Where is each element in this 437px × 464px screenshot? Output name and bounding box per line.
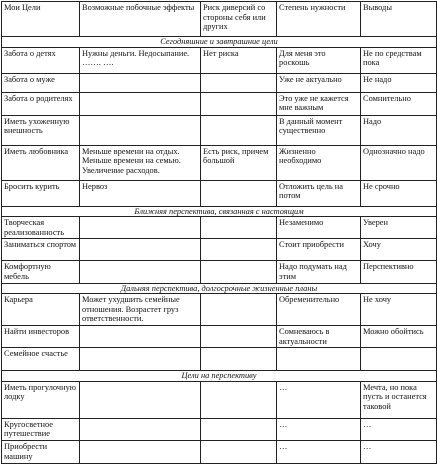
table-cell: Уверен bbox=[361, 217, 437, 239]
header-row bbox=[2, 2, 437, 37]
table-cell: Семейное счастье bbox=[2, 348, 80, 371]
table-row bbox=[2, 180, 437, 206]
table-row bbox=[2, 73, 437, 92]
table-cell: Нужны деньги. Недосыпание. ……. …. bbox=[80, 47, 201, 73]
table-row bbox=[2, 418, 437, 440]
table-cell: Однозначно надо bbox=[361, 145, 437, 180]
table-cell bbox=[80, 418, 201, 440]
table-cell bbox=[201, 115, 277, 145]
table-cell bbox=[201, 92, 277, 115]
table-cell: Иметь любовника bbox=[2, 145, 80, 180]
table-cell: Мечта, но пока пусть и останется таковой bbox=[361, 381, 437, 418]
table-cell: Сомнительно bbox=[361, 92, 437, 115]
header-cell-necessity: Степень нужности bbox=[277, 2, 361, 37]
table-cell bbox=[201, 294, 277, 326]
table-cell: Надо подумать над этим bbox=[277, 261, 361, 283]
table-cell: Не надо bbox=[361, 73, 437, 92]
section-row bbox=[2, 206, 437, 217]
table-cell: Комфортную мебель bbox=[2, 261, 80, 283]
table-cell: Нервоз bbox=[80, 180, 201, 206]
table-cell bbox=[80, 92, 201, 115]
table-cell: Не по средствам пока bbox=[361, 47, 437, 73]
table-cell: Меньше времени на отдых. Меньше времени на семью. Увеличение расходов. bbox=[80, 145, 201, 180]
table-row bbox=[2, 47, 437, 73]
table-cell: Иметь прогулочную лодку bbox=[2, 381, 80, 418]
table-cell: Не хочу bbox=[361, 294, 437, 326]
table-cell bbox=[80, 325, 201, 347]
header-cell-risk: Риск диверсий со стороны себя или других bbox=[201, 2, 277, 37]
table-cell bbox=[80, 239, 201, 261]
table-cell bbox=[201, 217, 277, 239]
table-cell: Уже не актуально bbox=[277, 73, 361, 92]
table-cell: Найти инвесторов bbox=[2, 325, 80, 347]
table-row bbox=[2, 348, 437, 371]
table-cell: Надо bbox=[361, 115, 437, 145]
table-cell: … bbox=[277, 418, 361, 440]
table-row bbox=[2, 381, 437, 418]
table-cell bbox=[80, 440, 201, 463]
table-row bbox=[2, 115, 437, 145]
table-row bbox=[2, 325, 437, 347]
table-cell: Творческая реализованность bbox=[2, 217, 80, 239]
table-cell bbox=[80, 73, 201, 92]
table-cell: Кругосветное путешествие bbox=[2, 418, 80, 440]
table-cell: Есть риск, причем большой bbox=[201, 145, 277, 180]
table-cell: Бросить курить bbox=[2, 180, 80, 206]
table-cell: … bbox=[277, 440, 361, 463]
table-cell: Это уже не кажется мне важным bbox=[277, 92, 361, 115]
table-cell: Жизненно необходимо bbox=[277, 145, 361, 180]
table-cell: Заниматься спортом bbox=[2, 239, 80, 261]
table-cell: Обременительно bbox=[277, 294, 361, 326]
table-cell: Карьера bbox=[2, 294, 80, 326]
table-cell bbox=[80, 217, 201, 239]
table-row bbox=[2, 261, 437, 283]
table-cell: Забота о родителях bbox=[2, 92, 80, 115]
table-cell bbox=[361, 348, 437, 371]
table-cell bbox=[201, 261, 277, 283]
table-cell bbox=[201, 440, 277, 463]
table-cell: Стоит приобрести bbox=[277, 239, 361, 261]
table-cell: Можно обойтись bbox=[361, 325, 437, 347]
table-cell: Незаменимо bbox=[277, 217, 361, 239]
table-cell bbox=[201, 348, 277, 371]
table-cell bbox=[201, 73, 277, 92]
table-cell: Может ухудшить семейные отношения. Возрастет груз ответственности. bbox=[80, 294, 201, 326]
header-cell-side-effects: Возможные побочные эффекты bbox=[80, 2, 201, 37]
section-title: Ближняя перспектива, связанная с настоящим bbox=[2, 206, 437, 217]
table-cell: Перспективно bbox=[361, 261, 437, 283]
table-cell bbox=[80, 348, 201, 371]
table-row bbox=[2, 217, 437, 239]
table-cell bbox=[277, 348, 361, 371]
table-row bbox=[2, 440, 437, 463]
table-cell: Забота о детях bbox=[2, 47, 80, 73]
table-cell: … bbox=[361, 440, 437, 463]
table-cell bbox=[201, 381, 277, 418]
table-cell: Приобрести машину bbox=[2, 440, 80, 463]
table-cell: Не срочно bbox=[361, 180, 437, 206]
section-title: Дальняя перспектива, долгосрочные жизненные планы bbox=[2, 283, 437, 294]
goals-table bbox=[1, 1, 437, 464]
table-cell bbox=[201, 418, 277, 440]
table-row bbox=[2, 239, 437, 261]
table-cell: Иметь ухоженную внешность bbox=[2, 115, 80, 145]
section-row bbox=[2, 371, 437, 382]
table-row bbox=[2, 145, 437, 180]
section-title: Сегодняшние и завтрашние цели bbox=[2, 37, 437, 48]
table-row bbox=[2, 294, 437, 326]
table-cell: … bbox=[361, 418, 437, 440]
table-cell bbox=[201, 239, 277, 261]
table-cell: В данный момент существенно bbox=[277, 115, 361, 145]
table-cell: Сомневаюсь в актуальности bbox=[277, 325, 361, 347]
header-cell-conclusions: Выводы bbox=[361, 2, 437, 37]
section-row bbox=[2, 283, 437, 294]
section-row bbox=[2, 37, 437, 48]
table-cell bbox=[80, 381, 201, 418]
table-cell: Отложить цель на потом bbox=[277, 180, 361, 206]
table-cell: … bbox=[277, 381, 361, 418]
header-cell-goals: Мои Цели bbox=[2, 2, 80, 37]
table-cell bbox=[80, 115, 201, 145]
table-cell: Забота о муже bbox=[2, 73, 80, 92]
table-cell bbox=[201, 180, 277, 206]
table-row bbox=[2, 92, 437, 115]
table-cell: Для меня это роскошь bbox=[277, 47, 361, 73]
table-cell: Хочу bbox=[361, 239, 437, 261]
table-cell: Нет риска bbox=[201, 47, 277, 73]
section-title: Цели на перспективу bbox=[2, 371, 437, 382]
table-cell bbox=[80, 261, 201, 283]
table-cell bbox=[201, 325, 277, 347]
